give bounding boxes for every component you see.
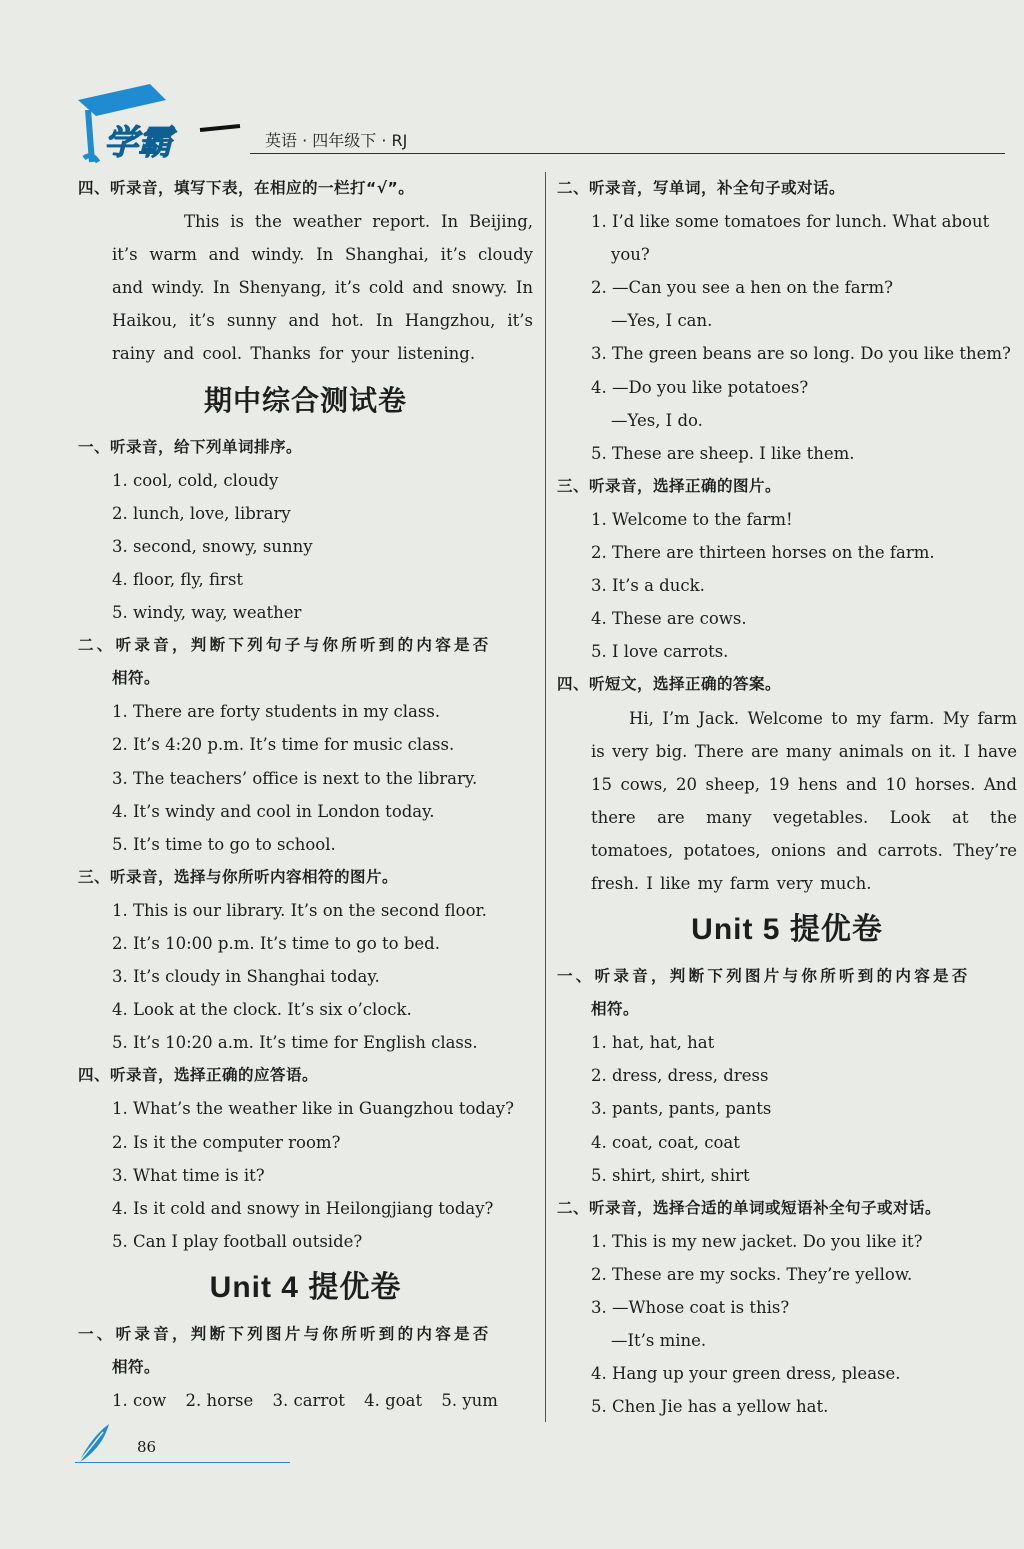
list-item: 5. These are sheep. I like them.: [591, 443, 855, 463]
right-column: [557, 172, 1017, 1423]
list-item: 1. This is our library. It’s on the second floor.: [112, 900, 487, 920]
page-footer: [75, 1420, 290, 1470]
list-item: 2. These are my socks. They’re yellow.: [591, 1264, 913, 1284]
list-item: 5. It’s time to go to school.: [112, 834, 336, 854]
list-item: 5. I love carrots.: [591, 642, 729, 662]
list-item: 3. second, snowy, sunny: [112, 536, 313, 556]
section-heading: 一、听录音，给下列单词排序。: [78, 437, 303, 456]
word-item: 5. yum: [441, 1391, 498, 1411]
list-item: 5. shirt, shirt, shirt: [591, 1165, 750, 1185]
section-heading-cont: 相符。: [591, 1000, 640, 1019]
list-item: 2. There are thirteen horses on the farm.: [591, 543, 935, 563]
list-item: 1. cool, cold, cloudy: [112, 470, 279, 490]
list-item: 1. There are forty students in my class.: [112, 702, 441, 722]
section-heading: 四、听短文，选择正确的答案。: [557, 675, 782, 694]
list-item: 2. dress, dress, dress: [591, 1066, 769, 1086]
list-item: 4. Look at the clock. It’s six o’clock.: [112, 1000, 412, 1020]
section-heading: 四、听录音，填写下表，在相应的一栏打“√”。: [78, 179, 415, 197]
dialogue-reply: —Yes, I do.: [611, 410, 703, 430]
unit5-title: Unit 5 提优卷: [691, 913, 883, 947]
list-item: 2. Is it the computer room?: [112, 1132, 341, 1152]
header-divider: [250, 153, 1005, 154]
list-item: 5. Can I play football outside?: [112, 1231, 363, 1251]
section-heading: 四、听录音，选择正确的应答语。: [78, 1066, 319, 1085]
page-header: [70, 78, 1005, 168]
column-divider: [545, 172, 546, 1422]
word-row: [78, 1384, 533, 1417]
list-item: 4. It’s windy and cool in London today.: [112, 801, 435, 821]
weather-report-passage: This is the weather report. In Beijing, it’s warm and windy. In Shanghai, it’s cloudy and windy. In Shenyang, it’s cold and snowy. In Haikou, it’s sunny and hot. In Hangzhou, it’s rainy and cool. Thanks for your listening.: [112, 212, 533, 364]
list-item: 2. lunch, love, library: [112, 503, 291, 523]
unit4-title: Unit 4 提优卷: [209, 1270, 402, 1304]
section-heading-cont: 相符。: [112, 669, 161, 688]
list-item: 3. What time is it?: [112, 1165, 265, 1185]
list-item: 4. Hang up your green dress, please.: [591, 1364, 901, 1384]
list-item: 1. Welcome to the farm!: [591, 509, 793, 529]
list-item: 2. —Can you see a hen on the farm?: [591, 278, 893, 298]
section-heading: 一、听录音，判断下列图片与你所听到的内容是否: [78, 1324, 492, 1343]
list-item: 3. The green beans are so long. Do you like them?: [591, 344, 1011, 364]
list-item: 3. The teachers’ office is next to the library.: [112, 768, 478, 788]
list-item: 3. —Whose coat is this?: [591, 1298, 790, 1318]
list-item: 2. It’s 4:20 p.m. It’s time for music class.: [112, 735, 455, 755]
left-column: [78, 172, 533, 1417]
section-heading-cont: 相符。: [112, 1358, 161, 1377]
word-item: 3. carrot: [272, 1391, 345, 1411]
list-item: 3. It’s cloudy in Shanghai today.: [112, 967, 380, 987]
footer-divider: [75, 1462, 290, 1463]
section-heading: 一、听录音，判断下列图片与你所听到的内容是否: [557, 967, 971, 986]
list-item: 5. windy, way, weather: [112, 603, 302, 623]
dialogue-reply: —It’s mine.: [611, 1331, 707, 1351]
section-heading: 二、听录音，判断下列句子与你所听到的内容是否: [78, 636, 492, 655]
list-item: 4. —Do you like potatoes?: [591, 377, 809, 397]
section-heading: 二、听录音，选择合适的单词或短语补全句子或对话。: [557, 1198, 942, 1217]
midterm-title: 期中综合测试卷: [203, 383, 407, 417]
dialogue-reply: you?: [611, 245, 650, 265]
graduation-cap-icon: [70, 78, 250, 168]
list-item: 5. Chen Jie has a yellow hat.: [591, 1397, 829, 1417]
list-item: 1. This is my new jacket. Do you like it?: [591, 1231, 923, 1251]
farm-passage: Hi, I’m Jack. Welcome to my farm. My farm is very big. There are many animals on it. I have 15 cows, 20 sheep, 19 hens and 10 horses. And there are many vegetables. Look at the tomatoes, potatoes, onions and carrots. They’re fresh. I like my farm very much.: [591, 708, 1017, 893]
list-item: 4. floor, fly, first: [112, 569, 244, 589]
section-heading: 三、听录音，选择与你所听内容相符的图片。: [78, 867, 399, 886]
list-item: 1. hat, hat, hat: [591, 1033, 715, 1053]
book-subtitle: 英语 · 四年级下 · RJ: [265, 131, 408, 150]
section-heading: 三、听录音，选择正确的图片。: [557, 476, 782, 495]
feather-icon: [75, 1420, 115, 1464]
word-item: 1. cow: [112, 1391, 167, 1411]
list-item: 4. These are cows.: [591, 609, 747, 629]
list-item: 1. What’s the weather like in Guangzhou today?: [112, 1099, 514, 1119]
list-item: 4. Is it cold and snowy in Heilongjiang today?: [112, 1198, 494, 1218]
list-item: 4. coat, coat, coat: [591, 1132, 740, 1152]
xueba-logo: [70, 78, 250, 168]
word-item: 4. goat: [364, 1391, 423, 1411]
section-heading: 二、听录音，写单词，补全句子或对话。: [557, 179, 846, 197]
list-item: 1. I’d like some tomatoes for lunch. What about: [591, 212, 990, 232]
dialogue-reply: —Yes, I can.: [611, 311, 713, 331]
list-item: 5. It’s 10:20 a.m. It’s time for English class.: [112, 1033, 478, 1053]
list-item: 3. pants, pants, pants: [591, 1099, 772, 1119]
list-item: 2. It’s 10:00 p.m. It’s time to go to bed.: [112, 934, 440, 953]
svg-text:学霸: 学霸: [104, 123, 172, 163]
list-item: 3. It’s a duck.: [591, 576, 705, 596]
word-item: 2. horse: [185, 1391, 254, 1411]
page-number: 86: [137, 1438, 157, 1456]
